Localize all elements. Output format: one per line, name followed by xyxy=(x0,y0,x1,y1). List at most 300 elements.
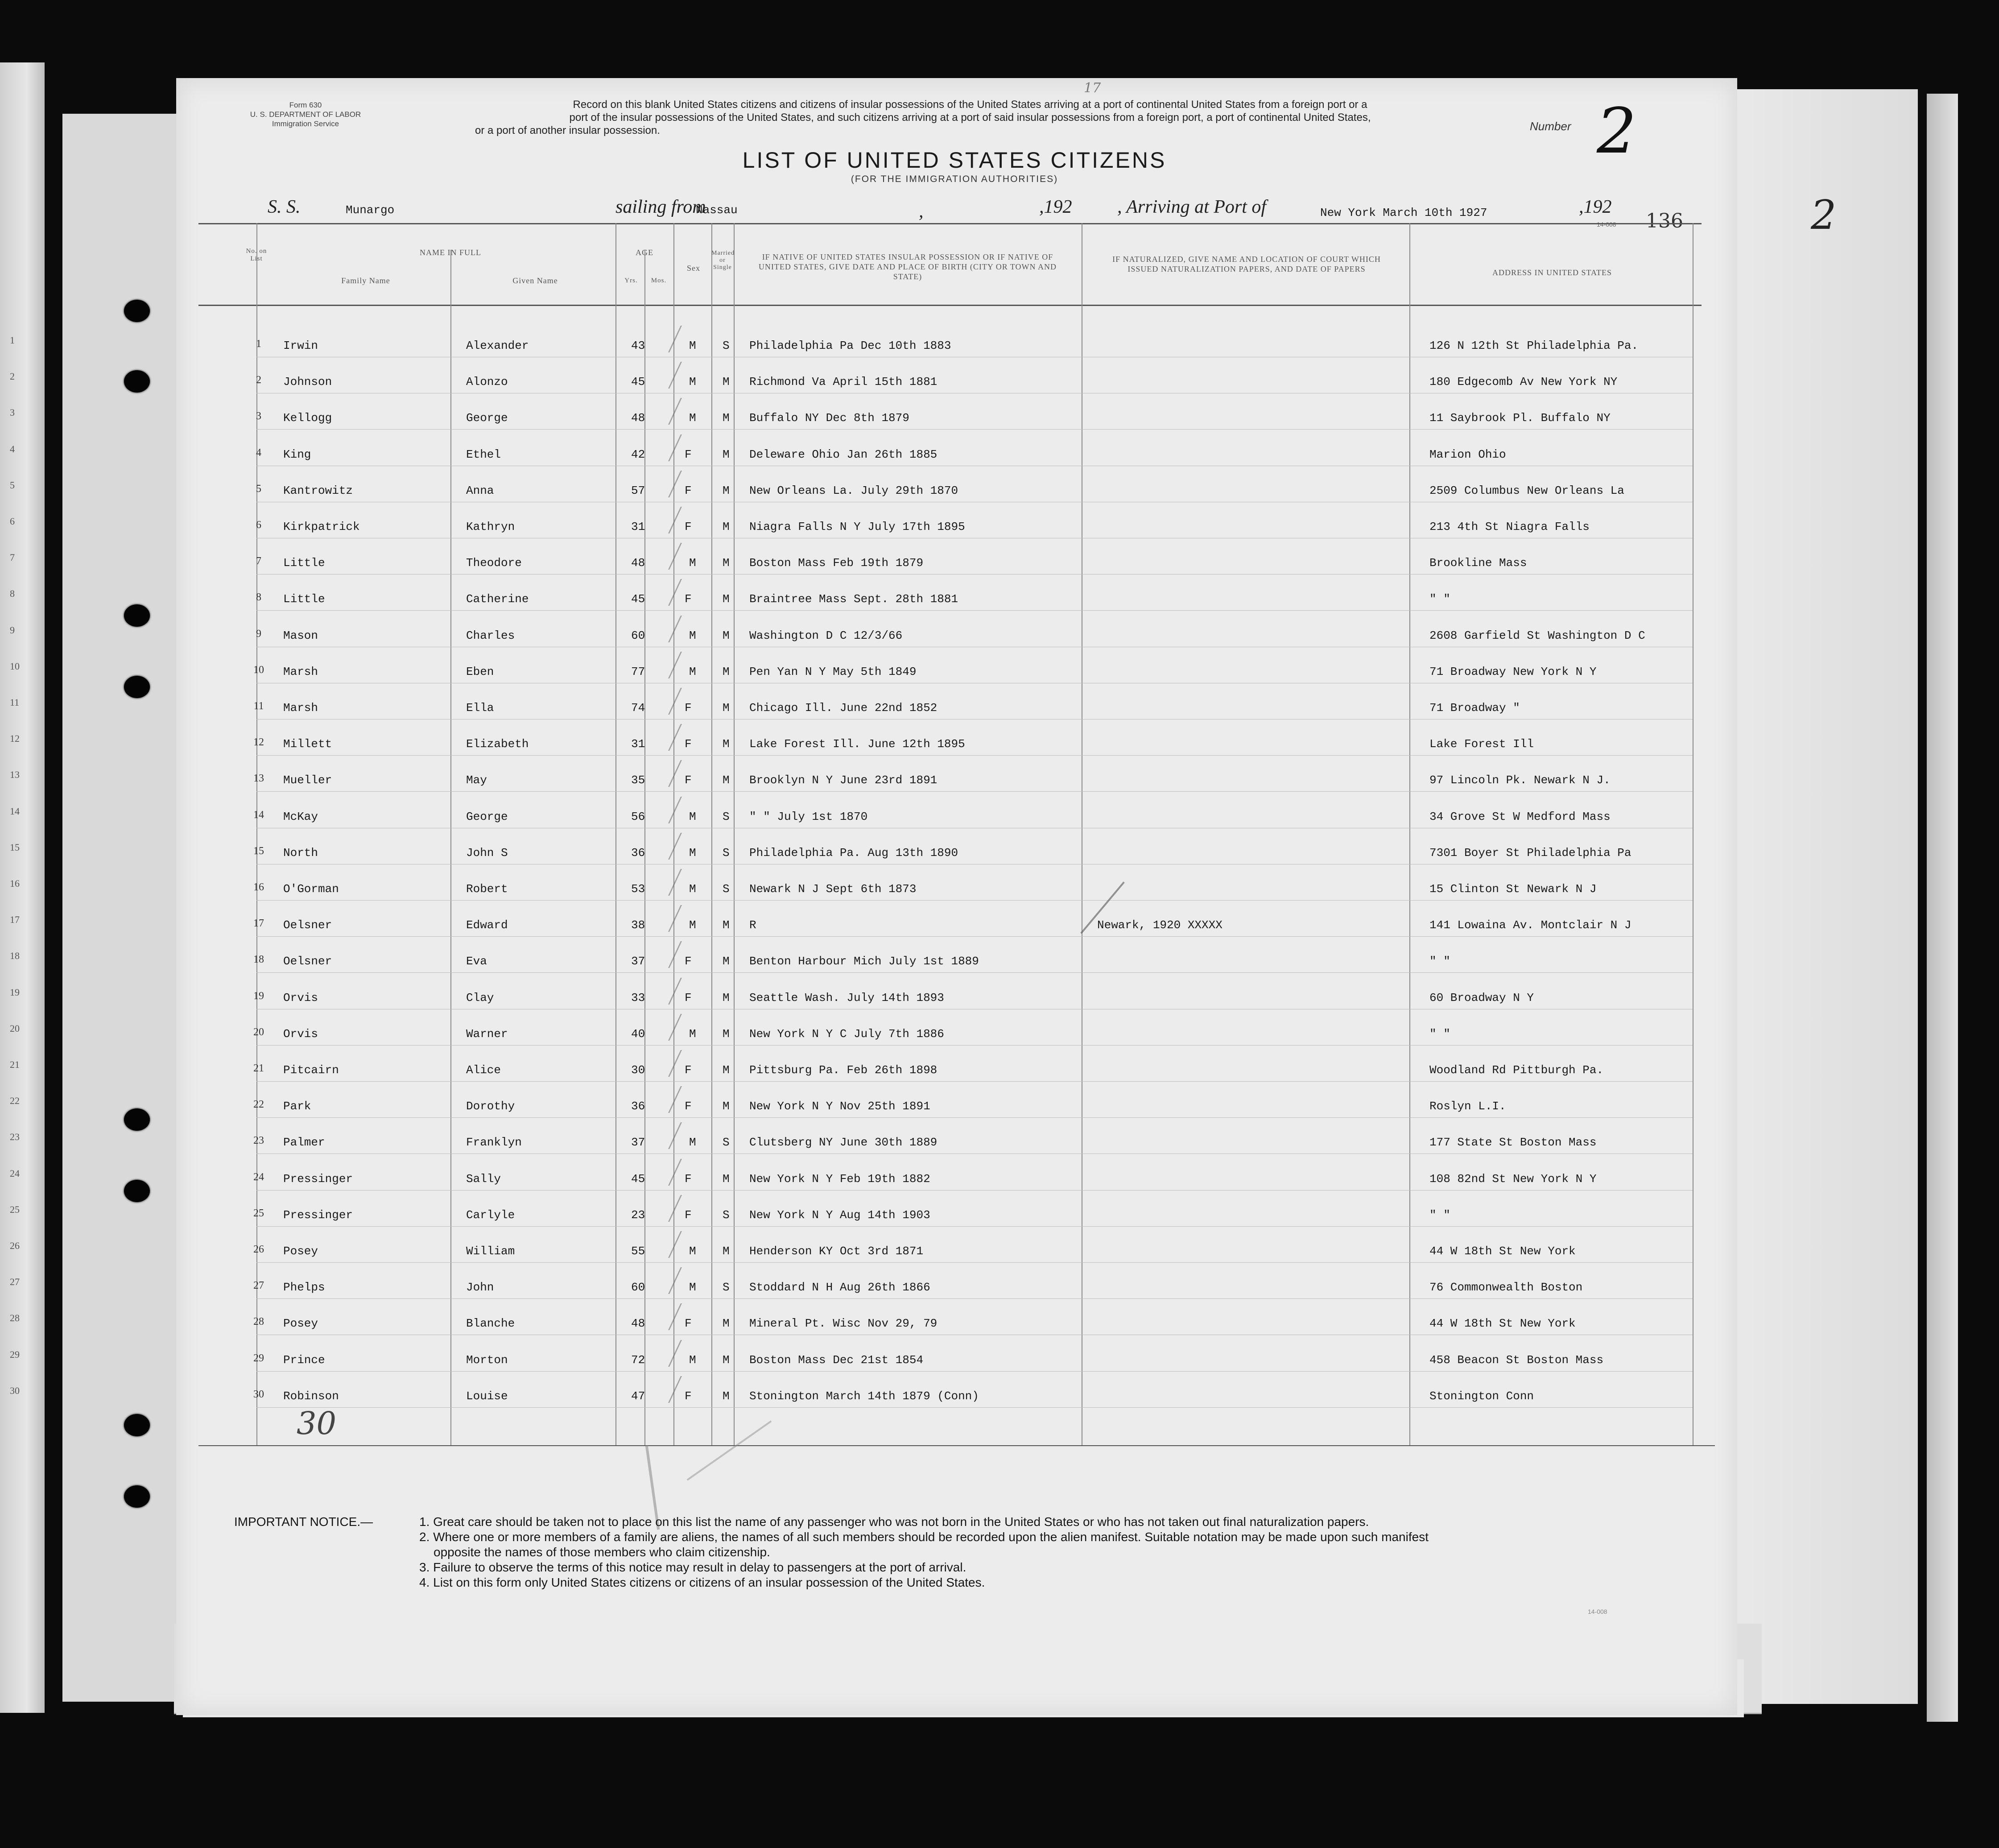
notice-item-4: 4. List on this form only United States citizens or citizens of an insular possession of the United States. xyxy=(419,1575,985,1589)
given-name: Ethel xyxy=(466,448,501,461)
notice-item-1: 1. Great care should be taken not to place on this list the name of any passenger who was not born in the United States or who has not taken out final naturalization papers. xyxy=(419,1515,1369,1529)
row-number: 19 xyxy=(253,990,264,1002)
us-address: 44 W 18th St New York xyxy=(1429,1244,1576,1258)
age-years: 45 xyxy=(631,375,645,389)
marital-status: M xyxy=(723,556,730,570)
family-name: Prince xyxy=(283,1353,325,1367)
table-header-rule xyxy=(198,305,1702,306)
sex: F xyxy=(685,1172,692,1186)
col-rule xyxy=(1409,223,1410,1445)
given-name: Kathryn xyxy=(466,520,515,533)
family-name: Kellogg xyxy=(283,411,332,425)
col-family-name: Family Name xyxy=(341,276,390,285)
page-number: 136 xyxy=(1646,210,1683,232)
arrival-port-date: New York March 10th 1927 xyxy=(1320,206,1487,219)
birth-place-date: Benton Harbour Mich July 1st 1889 xyxy=(749,955,979,968)
col-rule xyxy=(615,223,616,1445)
family-name: Little xyxy=(283,592,325,606)
given-name: George xyxy=(466,411,508,425)
us-address: Stonington Conn xyxy=(1429,1389,1534,1403)
sex: M xyxy=(689,665,696,678)
us-address: " " xyxy=(1429,1027,1450,1041)
birth-place-date: New York N Y Aug 14th 1903 xyxy=(749,1208,930,1222)
birth-place-date: New Orleans La. July 29th 1870 xyxy=(749,484,958,497)
margin-number: 17 xyxy=(10,914,20,925)
marital-status: M xyxy=(723,1172,730,1186)
row-rule xyxy=(256,1081,1693,1082)
family-name: Kantrowitz xyxy=(283,484,353,497)
given-name: Catherine xyxy=(466,592,529,606)
given-name: May xyxy=(466,773,487,787)
sex: F xyxy=(685,592,692,606)
handwritten-total: 30 xyxy=(297,1405,337,1442)
binder-hole xyxy=(124,370,150,393)
row-number: 6 xyxy=(256,519,261,531)
sex: M xyxy=(689,810,696,823)
sex: M xyxy=(689,375,696,389)
birth-place-date: Clutsberg NY June 30th 1889 xyxy=(749,1136,938,1149)
us-address: " " xyxy=(1429,1208,1450,1222)
sex: F xyxy=(685,773,692,787)
margin-number: 1 xyxy=(10,335,15,346)
marital-status: M xyxy=(723,411,730,425)
given-name: Theodore xyxy=(466,556,522,570)
given-name: Blanche xyxy=(466,1317,515,1330)
row-number: 2 xyxy=(256,374,261,386)
form-id-block xyxy=(248,100,363,128)
form-code: 14-008 xyxy=(1597,221,1616,228)
family-name: North xyxy=(283,846,318,860)
margin-number: 14 xyxy=(10,806,20,817)
us-address: 213 4th St Niagra Falls xyxy=(1429,520,1590,533)
age-years: 31 xyxy=(631,737,645,751)
instruction-line-2: port of the insular possessions of the United States, and such citizens arriving at a port of said insular possessions from a foreign port, a port of continental United States, xyxy=(569,112,1371,124)
row-number: 15 xyxy=(253,845,264,857)
birth-place-date: Henderson KY Oct 3rd 1871 xyxy=(749,1244,924,1258)
birth-place-date: R xyxy=(749,918,756,932)
age-years: 47 xyxy=(631,1389,645,1403)
family-name: Orvis xyxy=(283,1027,318,1041)
age-years: 23 xyxy=(631,1208,645,1222)
margin-number: 28 xyxy=(10,1312,20,1323)
birth-place-date: Boston Mass Dec 21st 1854 xyxy=(749,1353,924,1367)
col-address: ADDRESS IN UNITED STATES xyxy=(1492,268,1612,277)
age-years: 60 xyxy=(631,1281,645,1294)
us-address: " " xyxy=(1429,955,1450,968)
sex: M xyxy=(689,1244,696,1258)
us-address: 76 Commonwealth Boston xyxy=(1429,1281,1583,1294)
sex: M xyxy=(689,629,696,642)
marital-status: S xyxy=(723,1136,730,1149)
age-years: 42 xyxy=(631,448,645,461)
family-name: Robinson xyxy=(283,1389,339,1403)
birth-place-date: Pittsburg Pa. Feb 26th 1898 xyxy=(749,1063,938,1077)
birth-place-date: Deleware Ohio Jan 26th 1885 xyxy=(749,448,938,461)
row-number: 5 xyxy=(256,483,261,495)
row-number: 20 xyxy=(253,1026,264,1038)
birth-place-date: Newark N J Sept 6th 1873 xyxy=(749,882,917,896)
birth-place-date: Stoddard N H Aug 26th 1866 xyxy=(749,1281,930,1294)
age-years: 40 xyxy=(631,1027,645,1041)
row-number: 21 xyxy=(253,1062,264,1074)
margin-number: 5 xyxy=(10,480,15,491)
marital-status: S xyxy=(723,846,730,860)
birth-place-date: Philadelphia Pa. Aug 13th 1890 xyxy=(749,846,958,860)
given-name: Ella xyxy=(466,701,494,715)
us-address: 44 W 18th St New York xyxy=(1429,1317,1576,1330)
marital-status: M xyxy=(723,629,730,642)
birth-place-date: Buffalo NY Dec 8th 1879 xyxy=(749,411,909,425)
us-address: " " xyxy=(1429,592,1450,606)
department: U. S. DEPARTMENT OF LABOR xyxy=(250,110,361,119)
marital-status: M xyxy=(723,1244,730,1258)
age-years: 48 xyxy=(631,556,645,570)
margin-number: 22 xyxy=(10,1095,20,1106)
birth-place-date: Braintree Mass Sept. 28th 1881 xyxy=(749,592,958,606)
marital-status: M xyxy=(723,991,730,1005)
arriving-label: , Arriving at Port of xyxy=(1117,197,1267,217)
margin-number: 15 xyxy=(10,842,20,853)
row-rule xyxy=(256,791,1693,792)
sex: M xyxy=(689,1027,696,1041)
given-name: Edward xyxy=(466,918,508,932)
marital-status: M xyxy=(723,1027,730,1041)
family-name: Little xyxy=(283,556,325,570)
given-name: Alice xyxy=(466,1063,501,1077)
instruction-line-3: or a port of another insular possession. xyxy=(475,124,660,136)
given-name: Morton xyxy=(466,1353,508,1367)
year-label-2: ,192 xyxy=(1579,197,1612,217)
birth-place-date: Niagra Falls N Y July 17th 1895 xyxy=(749,520,965,533)
sex: M xyxy=(689,846,696,860)
page-title: LIST OF UNITED STATES CITIZENS xyxy=(742,148,1167,173)
us-address: Woodland Rd Pittburgh Pa. xyxy=(1429,1063,1604,1077)
age-years: 55 xyxy=(631,1244,645,1258)
sex: F xyxy=(685,484,692,497)
age-years: 37 xyxy=(631,955,645,968)
manifest-page xyxy=(176,78,1737,1715)
age-years: 74 xyxy=(631,701,645,715)
sex: F xyxy=(685,991,692,1005)
birth-place-date: New York N Y Nov 25th 1891 xyxy=(749,1100,930,1113)
notice-items xyxy=(419,1514,1668,1590)
age-years: 45 xyxy=(631,592,645,606)
family-name: Posey xyxy=(283,1244,318,1258)
number-label: Number xyxy=(1530,120,1571,133)
row-number: 24 xyxy=(253,1171,264,1183)
row-rule xyxy=(256,610,1693,611)
row-number: 7 xyxy=(256,555,261,567)
family-name: Posey xyxy=(283,1317,318,1330)
us-address: 15 Clinton St Newark N J xyxy=(1429,882,1597,896)
binder-hole xyxy=(124,1108,150,1131)
notice-heading: IMPORTANT NOTICE.— xyxy=(234,1515,373,1529)
sex: M xyxy=(689,411,696,425)
row-number: 17 xyxy=(253,918,264,929)
margin-number: 10 xyxy=(10,661,20,672)
us-address: 126 N 12th St Philadelphia Pa. xyxy=(1429,339,1639,352)
row-rule xyxy=(256,429,1693,430)
year-label-1: ,192 xyxy=(1039,197,1072,217)
col-rule xyxy=(711,223,712,1445)
age-years: 56 xyxy=(631,810,645,823)
family-name: Pressinger xyxy=(283,1208,353,1222)
us-address: Marion Ohio xyxy=(1429,448,1506,461)
family-name: Irwin xyxy=(283,339,318,352)
service: Immigration Service xyxy=(272,120,339,128)
row-number: 18 xyxy=(253,954,264,965)
margin-number: 30 xyxy=(10,1385,20,1396)
given-name: Clay xyxy=(466,991,494,1005)
notice-item-3: 3. Failure to observe the terms of this notice may result in delay to passengers at the port of arrival. xyxy=(419,1560,966,1574)
birth-place-date: Chicago Ill. June 22nd 1852 xyxy=(749,701,938,715)
age-years: 38 xyxy=(631,918,645,932)
marital-status: M xyxy=(723,520,730,533)
row-number: 1 xyxy=(256,338,261,350)
sex: F xyxy=(685,737,692,751)
marital-status: M xyxy=(723,484,730,497)
marital-status: S xyxy=(723,810,730,823)
row-number: 27 xyxy=(253,1280,264,1291)
age-years: 57 xyxy=(631,484,645,497)
margin-number: 11 xyxy=(10,697,20,708)
us-address: 34 Grove St W Medford Mass xyxy=(1429,810,1611,823)
row-number: 30 xyxy=(253,1389,264,1400)
family-name: Pitcairn xyxy=(283,1063,339,1077)
marital-status: M xyxy=(723,1353,730,1367)
margin-number: 21 xyxy=(10,1059,20,1070)
family-name: Orvis xyxy=(283,991,318,1005)
family-name: Mason xyxy=(283,629,318,642)
sex: M xyxy=(689,1281,696,1294)
family-name: Phelps xyxy=(283,1281,325,1294)
marital-status: M xyxy=(723,448,730,461)
binder-hole xyxy=(124,300,150,322)
ss-label: S. S. xyxy=(268,197,301,217)
family-name: O'Gorman xyxy=(283,882,339,896)
age-years: 48 xyxy=(631,411,645,425)
given-name: Sally xyxy=(466,1172,501,1186)
col-no-on-list: No. on List xyxy=(246,248,267,262)
age-years: 36 xyxy=(631,1100,645,1113)
margin-number: 19 xyxy=(10,987,20,998)
age-years: 35 xyxy=(631,773,645,787)
us-address: 2509 Columbus New Orleans La xyxy=(1429,484,1624,497)
family-name: Palmer xyxy=(283,1136,325,1149)
sex: F xyxy=(685,448,692,461)
marital-status: M xyxy=(723,1317,730,1330)
age-years: 31 xyxy=(631,520,645,533)
binder-hole xyxy=(124,1414,150,1436)
row-rule xyxy=(256,755,1693,756)
row-rule xyxy=(256,972,1693,973)
row-number: 16 xyxy=(253,881,264,893)
instruction-line-1: Record on this blank United States citizens and citizens of insular possessions of the United States arriving at a port of continental United States from a foreign port or a xyxy=(573,99,1367,111)
sex: F xyxy=(685,1063,692,1077)
row-rule xyxy=(256,1407,1693,1408)
sex: M xyxy=(689,339,696,352)
birth-place-date: Stonington March 14th 1879 (Conn) xyxy=(749,1389,979,1403)
birth-place-date: Brooklyn N Y June 23rd 1891 xyxy=(749,773,938,787)
col-naturalized: IF NATURALIZED, GIVE NAME AND LOCATION OF COURT WHICH ISSUED NATURALIZATION PAPERS, AND DATE OF PAPERS xyxy=(1112,255,1381,273)
us-address: 108 82nd St New York N Y xyxy=(1429,1172,1597,1186)
row-rule xyxy=(256,1226,1693,1227)
age-years: 33 xyxy=(631,991,645,1005)
notice-item-2-cont: opposite the names of those members who claim citizenship. xyxy=(434,1545,770,1559)
list-number: 2 xyxy=(1597,95,1637,168)
birth-place-date: Pen Yan N Y May 5th 1849 xyxy=(749,665,917,678)
row-number: 26 xyxy=(253,1244,264,1255)
given-name: Alonzo xyxy=(466,375,508,389)
right-adjacent-page xyxy=(1731,89,1918,1704)
us-address: 2608 Garfield St Washington D C xyxy=(1429,629,1645,642)
row-number: 11 xyxy=(253,700,264,712)
margin-number: 7 xyxy=(10,552,15,563)
binder-hole xyxy=(124,676,150,698)
us-address: Lake Forest Ill xyxy=(1429,737,1534,751)
col-name-in-full: NAME IN FULL xyxy=(420,248,481,257)
marital-status: M xyxy=(723,1100,730,1113)
binder-hole xyxy=(124,604,150,627)
row-number: 23 xyxy=(253,1135,264,1146)
sex: F xyxy=(685,1208,692,1222)
age-years: 43 xyxy=(631,339,645,352)
marital-status: M xyxy=(723,773,730,787)
given-name: Elizabeth xyxy=(466,737,529,751)
age-years: 77 xyxy=(631,665,645,678)
marital-status: M xyxy=(723,918,730,932)
age-years: 36 xyxy=(631,846,645,860)
form-id: Form 630 xyxy=(289,101,322,109)
binder-hole xyxy=(124,1485,150,1508)
table-top-rule xyxy=(198,223,1702,224)
margin-number: 9 xyxy=(10,624,15,636)
sex: M xyxy=(689,918,696,932)
age-years: 30 xyxy=(631,1063,645,1077)
family-name: Pressinger xyxy=(283,1172,353,1186)
col-mos: Mos. xyxy=(651,277,667,284)
given-name: Louise xyxy=(466,1389,508,1403)
margin-number: 18 xyxy=(10,950,20,961)
top-scribble: 17 xyxy=(1084,80,1101,96)
given-name: Anna xyxy=(466,484,494,497)
col-sex: Sex xyxy=(687,264,700,273)
sex: F xyxy=(685,520,692,533)
margin-number: 2 xyxy=(10,371,15,382)
age-years: 53 xyxy=(631,882,645,896)
row-rule xyxy=(256,1153,1693,1154)
col-rule xyxy=(256,223,257,1445)
row-number: 28 xyxy=(253,1316,264,1327)
row-rule xyxy=(256,936,1693,937)
us-address: 11 Saybrook Pl. Buffalo NY xyxy=(1429,411,1611,425)
marital-status: S xyxy=(723,1208,730,1222)
marital-status: M xyxy=(723,1063,730,1077)
col-yrs: Yrs. xyxy=(624,277,638,284)
birth-place-date: " " July 1st 1870 xyxy=(749,810,868,823)
birth-place-date: New York N Y Feb 19th 1882 xyxy=(749,1172,930,1186)
sex: M xyxy=(689,556,696,570)
right-page-edge xyxy=(1927,94,1958,1722)
us-address: 180 Edgecomb Av New York NY xyxy=(1429,375,1618,389)
family-name: McKay xyxy=(283,810,318,823)
birth-place-date: Washington D C 12/3/66 xyxy=(749,629,903,642)
margin-number: 16 xyxy=(10,878,20,889)
row-rule xyxy=(256,1190,1693,1191)
margin-number: 6 xyxy=(10,516,15,527)
margin-number: 12 xyxy=(10,733,20,744)
given-name: John xyxy=(466,1281,494,1294)
family-name: Park xyxy=(283,1100,311,1113)
margin-number: 13 xyxy=(10,769,20,780)
marital-status: M xyxy=(723,701,730,715)
birth-place-date: New York N Y C July 7th 1886 xyxy=(749,1027,944,1041)
row-number: 8 xyxy=(256,591,261,603)
family-name: Oelsner xyxy=(283,918,332,932)
row-number: 3 xyxy=(256,410,261,422)
row-number: 10 xyxy=(253,664,264,676)
margin-number: 26 xyxy=(10,1240,20,1251)
margin-number: 3 xyxy=(10,407,15,418)
sex: F xyxy=(685,955,692,968)
row-number: 25 xyxy=(253,1207,264,1219)
col-married-single: Married or Single xyxy=(711,250,735,271)
given-name: William xyxy=(466,1244,515,1258)
row-rule xyxy=(256,1371,1693,1372)
margin-number: 8 xyxy=(10,588,15,599)
naturalization: Newark, 1920 XXXXX xyxy=(1097,918,1223,932)
margin-number: 4 xyxy=(10,443,15,455)
col-age: AGE xyxy=(636,248,653,257)
sex: F xyxy=(685,1389,692,1403)
family-name: Millett xyxy=(283,737,332,751)
col-rule xyxy=(734,223,735,1445)
age-years: 72 xyxy=(631,1353,645,1367)
us-address: 71 Broadway " xyxy=(1429,701,1520,715)
ship-name: Munargo xyxy=(346,203,395,217)
age-years: 60 xyxy=(631,629,645,642)
us-address: 141 Lowaina Av. Montclair N J xyxy=(1429,918,1631,932)
sex: M xyxy=(689,1353,696,1367)
marital-status: S xyxy=(723,339,730,352)
given-name: George xyxy=(466,810,508,823)
us-address: 7301 Boyer St Philadelphia Pa xyxy=(1429,846,1631,860)
given-name: Eva xyxy=(466,955,487,968)
sex: M xyxy=(689,882,696,896)
birth-place-date: Lake Forest Ill. June 12th 1895 xyxy=(749,737,965,751)
marital-status: M xyxy=(723,955,730,968)
birth-place-date: Philadelphia Pa Dec 10th 1883 xyxy=(749,339,951,352)
family-name: Oelsner xyxy=(283,955,332,968)
family-name: Marsh xyxy=(283,701,318,715)
binder-hole xyxy=(124,1180,150,1202)
row-number: 22 xyxy=(253,1099,264,1110)
marital-status: S xyxy=(723,1281,730,1294)
row-rule xyxy=(256,900,1693,901)
comma: , xyxy=(919,201,924,222)
marital-status: M xyxy=(723,375,730,389)
margin-number: 29 xyxy=(10,1349,20,1360)
instructions xyxy=(475,98,1465,137)
us-address: 60 Broadway N Y xyxy=(1429,991,1534,1005)
age-years: 37 xyxy=(631,1136,645,1149)
margin-number: 24 xyxy=(10,1168,20,1179)
right-margin-mark: 2 xyxy=(1811,192,1837,239)
row-number: 9 xyxy=(256,628,261,640)
given-name: Carlyle xyxy=(466,1208,515,1222)
left-adjacent-page xyxy=(0,62,45,1713)
us-address: 177 State St Boston Mass xyxy=(1429,1136,1597,1149)
